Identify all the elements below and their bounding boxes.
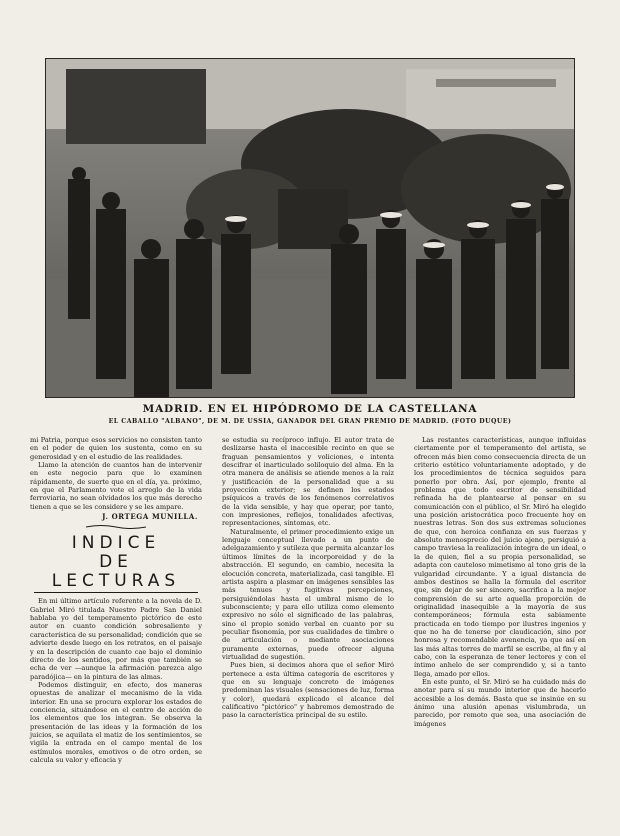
race-photo-illustration (46, 59, 574, 397)
race-photo (45, 58, 575, 398)
article-column-2 (222, 436, 394, 720)
paragraph: En mi último artículo referente a la novela de D. Gabriel Miró titulada Nuestro Padre San Daniel hablaba yo del temperamento pictórico de este autor en cuanto condición sobresaliente y característica de su personalidad; condición que se advierte desde luego en los retratos, en el paisaje y en la descripción de cuanto cae bajo el dominio directo de los sentidos, por más que también se echa de ver —aunque la afirmación parezca algo paradójica— en la pintura de las almas. (30, 597, 202, 681)
section-rule (34, 592, 198, 593)
paragraph: Llamo la atención de cuantos han de intervenir en este negocio para que lo examinen rápidamente, de suerte que en el día, ya. próximo, en que el Parlamento vote el arreglo de la vida ferroviaria, no sean olvidados los que más derecho tienen a que se les considere y se les ampare. (30, 461, 202, 511)
photo-caption-subtitle: EL CABALLO "ALBANO", DE M. DE USSIA, GANADOR DEL GRAN PREMIO DE MADRID. (FOTO DUQUE) (108, 418, 512, 425)
paragraph: En este punto, el Sr. Miró se ha cuidado más de anotar para sí su mundo interior que de hacerlo accesible a los demás. Basta que se insinúe en su ánimo una alusión apenas vislumbrada, un parecido, por remoto que sea, una asociación de imágenes (414, 677, 586, 728)
paragraph: Pues bien, si decimos ahora que el señor Miró pertenece a esta última categoría de escritores y que en su lenguaje concreto de imágenes predominan las visuales (sensaciones de luz, forma y color), quedará explicado el alcance del calificativo "pictórico" y habremos demostrado de paso la característica principal de su estilo. (222, 661, 394, 720)
paragraph: mi Patria, porque esos servicios no consisten tanto en el poder de quien los sustenta, como en su generosidad y en el estudio de las realidades. (30, 436, 202, 461)
paragraph: se estudia su recíproco influjo. El autor trata de deslizarse hasta el inaccesible recinto en que se fraguan pensamientos y voliciones, e intenta descifrar el inarticulado soliloquio del alma. En la otra manera de análisis se atiende menos a la raíz y justificación de la personalidad que a su proyección exterior; se definen los estados psíquicos a través de los fenómenos correlativos de la vida sensible, y hay que operar, por tanto, con impresiones, reflejos, tonalidades afectivas, representaciones, síntomas, etc. (222, 436, 394, 528)
section-title: INDICE (71, 533, 161, 554)
paragraph: Podemos distinguir, en efecto, dos maneras opuestas de analizar el mecanismo de la vida interior. En una se procura explorar los estados de conciencia, situándose en el centro de acción de los elementos que los integran. Se observa la presentación de las ideas y la formación de los juicios, se aquilata el matiz de los sentimientos, se vigila la entrada en el campo mental de los estímulos morales, emotivos o de otro orden, se calcula su valor y eficacia y (30, 680, 202, 764)
article-column-3 (414, 436, 586, 728)
photo-caption-title: MADRID. EN EL HIPÓDROMO DE LA CASTELLANA (142, 403, 478, 415)
paragraph: Naturalmente, el primer procedimiento exige un lenguaje conceptual llevado a un punto de adelgazamiento y sutileza que permita alcanzar los últimos límites de la incorporeidad y de la abstracción. El segundo, en cambio, necesita la elocución concreta, materializada, casi tangible. El artista aspira a plasmar en imágenes sensibles las más tenues y fugitivas percepciones, persiguiéndolas hasta el umbral mismo de lo subconsciente; y para ello utiliza como elemento expresivo no sólo el significado de las palabras, sino el propio sonido verbal en cuanto por su peculiar fisonomía, por sus cualidades de timbre o de articulación o mediante asociaciones puramente externas, puede ofrecer alguna virtualidad de sugestión. (222, 527, 394, 661)
author-signature: J. ORTEGA MUNILLA. (102, 512, 198, 522)
ornament-divider (30, 524, 202, 530)
article-column-1 (30, 436, 202, 764)
paragraph: Las restantes características, aunque influidas ciertamente por el temperamento del artista, se ofrecen más bien como consecuencia directa de un criterio estético voluntariamente adoptado, y de los procedimientos de técnica seguidos para ponerlo por obra. Así, por ejemplo, frente al problema que todo escritor de sensibilidad refinada ha de plantearse al pensar en su comunicación con el público, el Sr. Miró ha elegido una posición aristocrática poco frecuente hoy en nuestras letras. Son dos sus extremas soluciones de que, con heroica confianza en sus fuerzas y absoluto menosprecio del juicio ajeno, persiguió a campo traviesa la realización íntegra de un ideal, o la de quien, fiel a su propia personalidad, se adapta con cauteloso mimetismo al tono gris de la vulgaridad circundante. Y a igual distancia de ambos destinos se halla la fórmula del escritor que, sin dejar de ser sincero, sacrifica a la mejor comprensión de su arte aquella proporción de originalidad inasequible a la mayoría de sus contemporáneos; fórmula esta sabiamente practicada en todo tiempo por ilustres ingenios y que no ha de tenerse por claudicación, sino por honrosa y recomendable avenencia, ya que así en las más altas torres de marfil se escribe, al fin y al cabo, con la esperanza de tener lectores y con el íntimo anhelo de ser comprendido y, si a tanto llega, amado por ellos. (414, 436, 586, 678)
section-title: DE LECTURAS (51, 552, 181, 592)
